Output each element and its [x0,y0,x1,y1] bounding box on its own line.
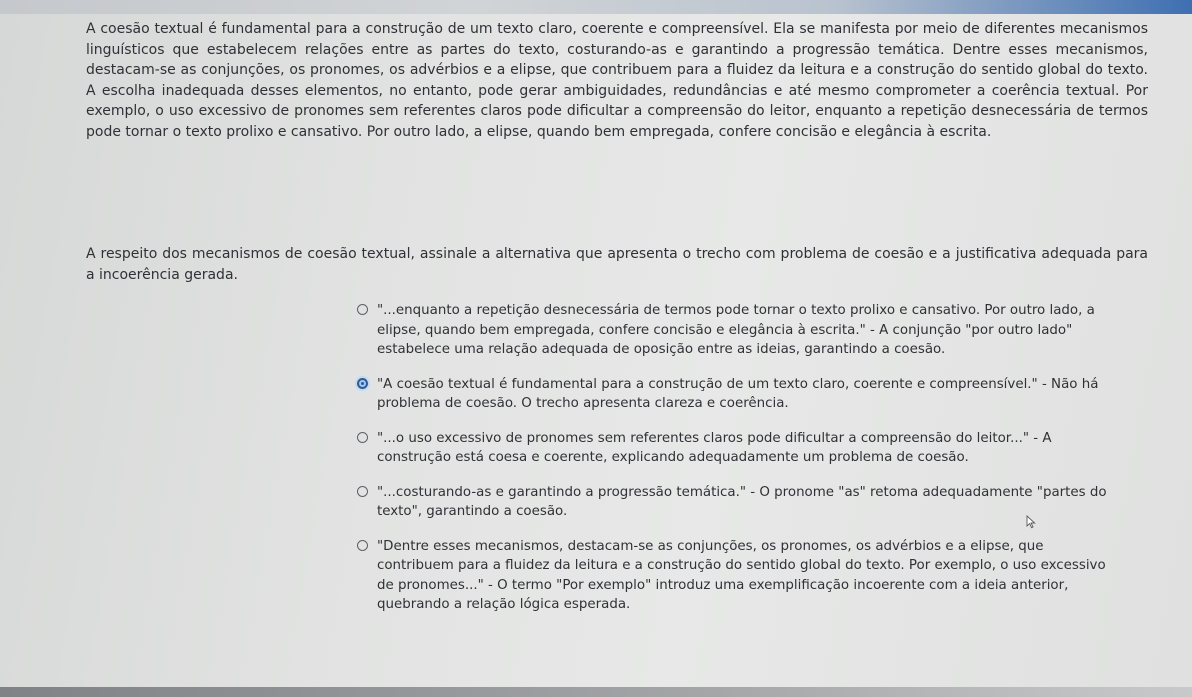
option-d-text: "...costurando-as e garantindo a progressão temática." - O pronome "as" retoma adequadamente "partes do texto", garantindo a coesão. [377,484,1107,519]
option-a-text: "...enquanto a repetição desnecessária de termos pode tornar o texto prolixo e cansativo. Por outro lado, a elipse, quando bem empregada, confere concisão e elegância à escrita." - A conjunção "por outro lado" estabelece uma relação adequada de oposição entre as ideias, garantindo a coesão. [377,303,1095,357]
question-prompt: A respeito dos mecanismos de coesão textual, assinale a alternativa que apresenta o trecho com problema de coesão e a justificativa adequada para a incoerência gerada. [86,246,1148,283]
option-d[interactable] [350,483,1110,522]
radio-button-b-selected[interactable] [357,378,368,389]
option-c-text: "...o uso excessivo de pronomes sem referentes claros pode dificultar a compreensão do leitor..." - A construção está coesa e coerente, explicando adequadamente um problema de coesão. [377,430,1052,465]
option-b-text: "A coesão textual é fundamental para a construção de um texto claro, coerente e compreensível." - Não há problema de coesão. O trecho apresenta clareza e coerência. [377,376,1099,411]
radio-button-e[interactable] [357,540,368,551]
radio-button-c[interactable] [357,432,368,443]
browser-top-edge [0,0,1192,14]
option-c[interactable] [350,429,1110,468]
option-e-text: "Dentre esses mecanismos, destacam-se as conjunções, os pronomes, os advérbios e a elipse, que contribuem para a fluidez da leitura e a construção do sentido global do texto. Por exemplo, o uso excessivo de pronomes..." - O termo "Por exemplo" introduz uma exemplificação incoerente com a ideia anterior, quebrando a relação lógica esperada. [377,538,1106,612]
option-e[interactable] [350,537,1110,615]
option-b[interactable] [350,375,1110,414]
option-a[interactable] [350,301,1110,360]
taskbar-edge [0,687,1192,697]
mouse-pointer-icon [1026,515,1036,529]
passage-text: A coesão textual é fundamental para a construção de um texto claro, coerente e compreensível. Ela se manifesta por meio de diferentes mecanismos linguísticos que estabelecem relações entre as partes do texto, costurando-as e garantindo a progressão temática. Dentre esses mecanismos, destacam-se as conjunções, os pronomes, os advérbios e a elipse, que contribuem para a fluidez da leitura e a construção do sentido global do texto. A escolha inadequada desses elementos, no entanto, pode gerar ambiguidades, redundâncias e até mesmo comprometer a coerência textual. Por exemplo, o uso excessivo de pronomes sem referentes claros pode dificultar a compreensão do leitor, enquanto a repetição desnecessária de termos pode tornar o texto prolixo e cansativo. Por outro lado, a elipse, quando bem empregada, confere concisão e elegância à escrita. [86,21,1148,140]
answer-options [350,301,1110,630]
radio-button-a[interactable] [357,304,368,315]
radio-button-d[interactable] [357,486,368,497]
